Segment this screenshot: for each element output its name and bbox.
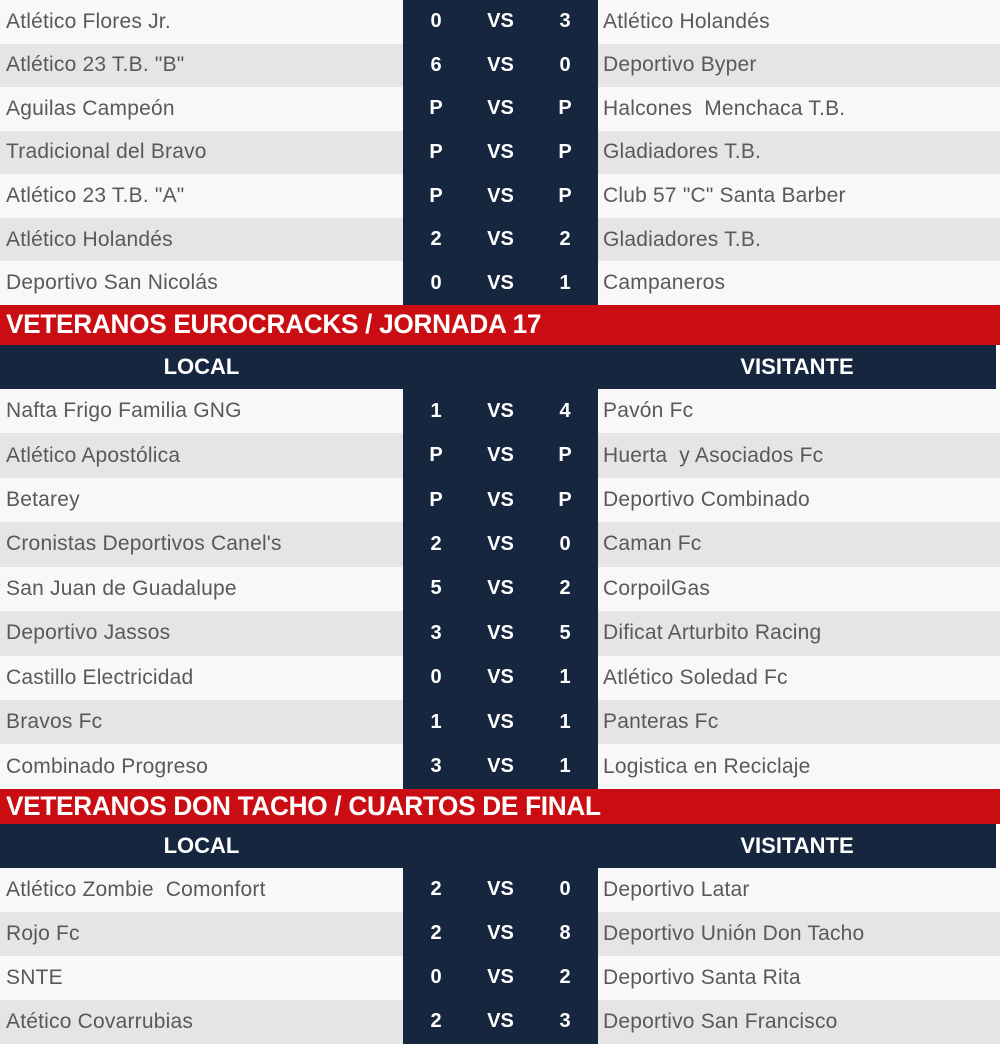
local-team-name: Aguilas Campeón	[6, 96, 175, 120]
local-score: 0	[430, 966, 442, 989]
local-team-cell	[0, 868, 403, 912]
score-cell	[403, 433, 598, 477]
visitante-team-name: Deportivo San Francisco	[603, 1009, 838, 1033]
visitante-score: 2	[559, 966, 571, 989]
vs-label: VS	[487, 621, 514, 644]
local-team-name: Atlético Apostólica	[6, 443, 181, 467]
visitante-team-name: Atlético Holandés	[603, 9, 770, 33]
visitante-score: 5	[559, 621, 571, 644]
match-rows	[0, 868, 1000, 1044]
vs-label: VS	[487, 97, 514, 120]
local-score: 3	[430, 621, 442, 644]
score-cell	[403, 389, 598, 433]
score-cell	[403, 522, 598, 566]
local-score: P	[429, 97, 443, 120]
visitante-team-name: Club 57 "C" Santa Barber	[603, 184, 846, 208]
local-team-name: Cronistas Deportivos Canel's	[6, 532, 282, 556]
vs-label: VS	[487, 666, 514, 689]
column-header-bar	[0, 345, 996, 389]
local-team-name: Rojo Fc	[6, 921, 80, 945]
visitante-team-name: Huerta y Asociados Fc	[603, 443, 824, 467]
vs-label: VS	[487, 878, 514, 901]
local-score: 1	[430, 399, 442, 422]
visitante-team-cell	[598, 700, 1000, 744]
visitante-team-cell	[598, 478, 1000, 522]
visitante-team-cell	[598, 744, 1000, 788]
visitante-team-cell	[598, 44, 1000, 88]
match-row	[0, 389, 1000, 433]
visitante-score: 1	[559, 271, 571, 294]
match-row	[0, 1000, 1000, 1044]
visitante-team-name: Gladiadores T.B.	[603, 140, 762, 164]
match-row	[0, 868, 1000, 912]
score-cell	[403, 956, 598, 1000]
visitante-team-name: Logistica en Reciclaje	[603, 754, 811, 778]
visitante-score: P	[558, 97, 572, 120]
score-cell	[403, 567, 598, 611]
visitante-team-cell	[598, 389, 1000, 433]
score-cell	[403, 218, 598, 262]
visitante-score: 2	[559, 228, 571, 251]
visitante-team-cell	[598, 218, 1000, 262]
score-cell	[403, 131, 598, 175]
visitante-team-cell	[598, 131, 1000, 175]
visitante-team-cell	[598, 522, 1000, 566]
local-team-cell	[0, 261, 403, 305]
visitante-team-cell	[598, 1000, 1000, 1044]
visitante-team-name: Deportivo Latar	[603, 877, 750, 901]
league-section	[0, 0, 1000, 305]
local-score: 5	[430, 577, 442, 600]
local-team-name: SNTE	[6, 965, 63, 989]
local-score: 2	[430, 532, 442, 555]
vs-label: VS	[487, 755, 514, 778]
visitante-team-cell	[598, 656, 1000, 700]
local-team-name: Deportivo San Nicolás	[6, 271, 218, 295]
match-rows	[0, 0, 1000, 305]
vs-label: VS	[487, 10, 514, 33]
visitante-score: P	[558, 488, 572, 511]
match-row	[0, 611, 1000, 655]
visitante-score: 1	[559, 710, 571, 733]
local-team-cell	[0, 174, 403, 218]
visitante-team-cell	[598, 611, 1000, 655]
local-score: P	[429, 184, 443, 207]
score-cell	[403, 0, 598, 44]
local-team-cell	[0, 87, 403, 131]
vs-label: VS	[487, 184, 514, 207]
score-cell	[403, 261, 598, 305]
visitante-score: P	[558, 140, 572, 163]
local-team-name: Betarey	[6, 488, 80, 512]
visitante-score: 0	[559, 878, 571, 901]
match-row	[0, 433, 1000, 477]
visitante-team-name: Halcones Menchaca T.B.	[603, 96, 846, 120]
score-cell	[403, 744, 598, 788]
local-score: P	[429, 444, 443, 467]
local-team-cell	[0, 131, 403, 175]
visitante-score: 1	[559, 666, 571, 689]
local-team-name: Atético Covarrubias	[6, 1009, 194, 1033]
visitante-team-name: CorpoilGas	[603, 576, 711, 600]
column-header-visitante: VISITANTE	[740, 353, 854, 379]
vs-label: VS	[487, 228, 514, 251]
local-team-cell	[0, 1000, 403, 1044]
match-row	[0, 44, 1000, 88]
visitante-score: 4	[559, 399, 571, 422]
match-row	[0, 174, 1000, 218]
local-score: 1	[430, 710, 442, 733]
visitante-team-name: Atlético Soledad Fc	[603, 665, 788, 689]
match-row	[0, 218, 1000, 262]
section-header-bar	[0, 789, 1000, 824]
visitante-team-cell	[598, 433, 1000, 477]
local-team-cell	[0, 744, 403, 788]
local-team-name: Nafta Frigo Familia GNG	[6, 399, 242, 423]
local-score: 2	[430, 922, 442, 945]
column-header-spacer	[403, 345, 598, 389]
vs-label: VS	[487, 271, 514, 294]
visitante-score: 3	[559, 10, 571, 33]
score-cell	[403, 656, 598, 700]
column-header-local: LOCAL	[163, 353, 240, 379]
visitante-team-name: Campaneros	[603, 271, 726, 295]
visitante-score: P	[558, 184, 572, 207]
local-score: 2	[430, 228, 442, 251]
section-header-bar	[0, 305, 1000, 345]
match-row	[0, 478, 1000, 522]
local-team-cell	[0, 389, 403, 433]
local-team-name: Atlético 23 T.B. "A"	[6, 184, 185, 208]
column-header-visitante: VISITANTE	[740, 832, 854, 858]
vs-label: VS	[487, 532, 514, 555]
column-header-bar	[0, 824, 996, 868]
vs-label: VS	[487, 577, 514, 600]
local-team-name: Bravos Fc	[6, 710, 103, 734]
visitante-team-name: Deportivo Unión Don Tacho	[603, 921, 865, 945]
section-title: VETERANOS DON TACHO / CUARTOS DE FINAL	[6, 790, 601, 821]
local-team-name: San Juan de Guadalupe	[6, 576, 237, 600]
local-team-cell	[0, 700, 403, 744]
local-score: 0	[430, 666, 442, 689]
visitante-team-name: Panteras Fc	[603, 710, 719, 734]
local-score: 2	[430, 1010, 442, 1033]
match-row	[0, 744, 1000, 788]
visitante-team-cell	[598, 261, 1000, 305]
visitante-team-cell	[598, 868, 1000, 912]
match-row	[0, 522, 1000, 566]
visitante-team-name: Pavón Fc	[603, 399, 694, 423]
visitante-score: 0	[559, 53, 571, 76]
visitante-team-name: Deportivo Combinado	[603, 488, 810, 512]
league-section	[0, 789, 1000, 1044]
score-cell	[403, 868, 598, 912]
visitante-score: 1	[559, 755, 571, 778]
vs-label: VS	[487, 53, 514, 76]
match-row	[0, 261, 1000, 305]
local-team-name: Atlético Flores Jr.	[6, 9, 171, 33]
section-title: VETERANOS EUROCRACKS / JORNADA 17	[6, 309, 542, 340]
score-cell	[403, 44, 598, 88]
match-row	[0, 700, 1000, 744]
visitante-score: 0	[559, 532, 571, 555]
score-cell	[403, 912, 598, 956]
match-row	[0, 567, 1000, 611]
visitante-team-name: Deportivo Santa Rita	[603, 965, 801, 989]
visitante-team-name: Deportivo Byper	[603, 53, 757, 77]
local-score: P	[429, 140, 443, 163]
vs-label: VS	[487, 444, 514, 467]
local-score: 6	[430, 53, 442, 76]
local-team-cell	[0, 567, 403, 611]
local-team-cell	[0, 956, 403, 1000]
score-cell	[403, 1000, 598, 1044]
local-team-name: Tradicional del Bravo	[6, 140, 207, 164]
local-team-name: Deportivo Jassos	[6, 621, 171, 645]
local-score: 3	[430, 755, 442, 778]
match-row	[0, 0, 1000, 44]
column-header-local: LOCAL	[163, 832, 240, 858]
local-team-cell	[0, 611, 403, 655]
visitante-team-name: Caman Fc	[603, 532, 702, 556]
visitante-team-cell	[598, 174, 1000, 218]
local-score: 0	[430, 10, 442, 33]
vs-label: VS	[487, 1010, 514, 1033]
local-team-cell	[0, 0, 403, 44]
match-row	[0, 656, 1000, 700]
vs-label: VS	[487, 966, 514, 989]
vs-label: VS	[487, 710, 514, 733]
match-rows	[0, 389, 1000, 789]
visitante-team-name: Gladiadores T.B.	[603, 227, 762, 251]
match-row	[0, 912, 1000, 956]
vs-label: VS	[487, 399, 514, 422]
local-team-name: Combinado Progreso	[6, 754, 209, 778]
match-row	[0, 87, 1000, 131]
visitante-team-cell	[598, 912, 1000, 956]
local-team-cell	[0, 656, 403, 700]
visitante-team-name: Dificat Arturbito Racing	[603, 621, 822, 645]
visitante-score: 3	[559, 1010, 571, 1033]
match-row	[0, 131, 1000, 175]
visitante-score: P	[558, 444, 572, 467]
score-cell	[403, 174, 598, 218]
column-header-spacer	[403, 824, 598, 868]
local-team-cell	[0, 522, 403, 566]
score-cell	[403, 611, 598, 655]
local-team-name: Castillo Electricidad	[6, 665, 194, 689]
local-team-name: Atlético Zombie Comonfort	[6, 877, 266, 901]
local-team-cell	[0, 433, 403, 477]
match-row	[0, 956, 1000, 1000]
vs-label: VS	[487, 140, 514, 163]
local-team-cell	[0, 44, 403, 88]
visitante-score: 2	[559, 577, 571, 600]
local-team-name: Atlético Holandés	[6, 227, 173, 251]
local-team-cell	[0, 218, 403, 262]
local-score: 2	[430, 878, 442, 901]
local-score: 0	[430, 271, 442, 294]
visitante-score: 8	[559, 922, 571, 945]
score-cell	[403, 87, 598, 131]
vs-label: VS	[487, 488, 514, 511]
vs-label: VS	[487, 922, 514, 945]
visitante-team-cell	[598, 87, 1000, 131]
score-cell	[403, 700, 598, 744]
visitante-team-cell	[598, 567, 1000, 611]
local-team-cell	[0, 478, 403, 522]
league-section	[0, 305, 1000, 789]
local-team-name: Atlético 23 T.B. "B"	[6, 53, 185, 77]
visitante-team-cell	[598, 956, 1000, 1000]
score-cell	[403, 478, 598, 522]
local-team-cell	[0, 912, 403, 956]
visitante-team-cell	[598, 0, 1000, 44]
local-score: P	[429, 488, 443, 511]
